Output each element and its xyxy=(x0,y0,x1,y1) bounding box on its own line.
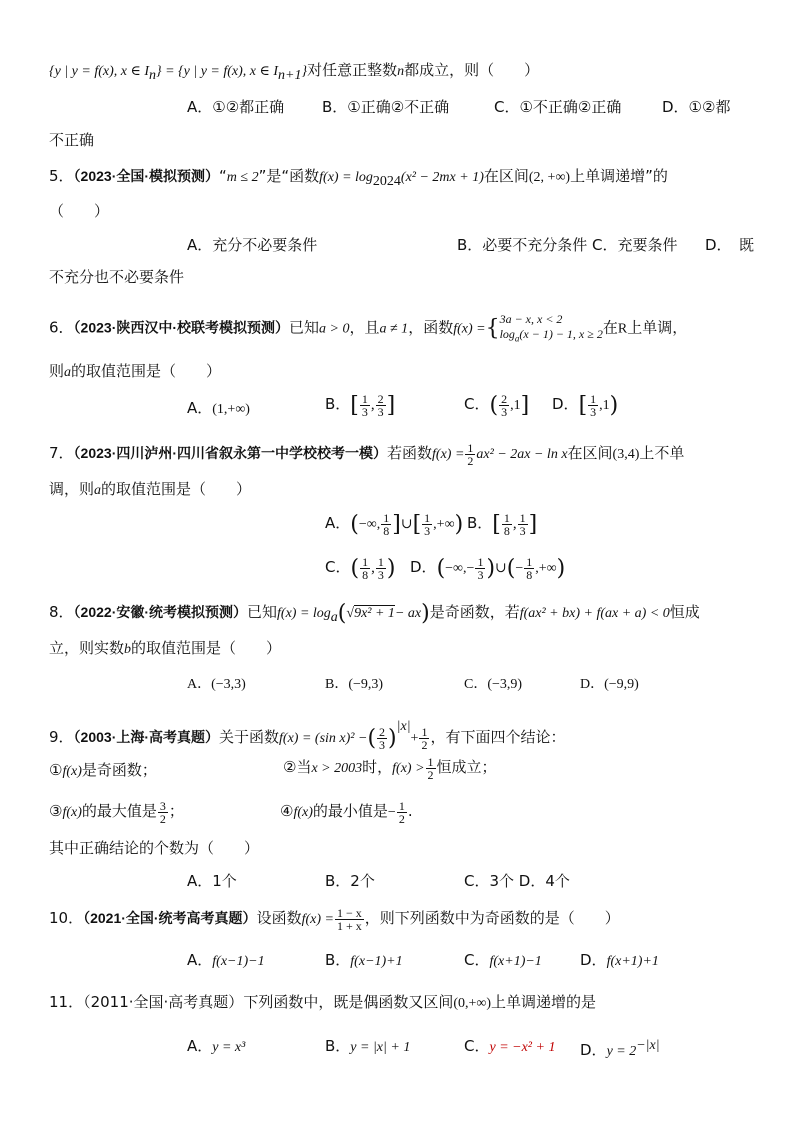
q11-source: （2011·全国·高考真题） xyxy=(83,993,244,1011)
q6-source: （2023·陕西汉中·校联考模拟预测） xyxy=(73,319,290,336)
q7-option-b[interactable]: B．[ $\frac{1}{8}$ , $\frac{1}{3}$ ] xyxy=(467,511,538,538)
q8-option-d[interactable]: D．(−9,9) xyxy=(580,677,639,692)
q11-option-b[interactable]: B．y = |x| + 1 xyxy=(325,1037,411,1055)
q9-option-b[interactable]: B．2个 xyxy=(325,872,375,890)
q6-stem: 6．（2023·陕西汉中·校联考模拟预测）已知a > 0，且a ≠ 1，函数f(x) ={ 3a − x, x < 2 $\log_a(x - 1) - 1$, x ≥ 2 在R上单调， xyxy=(49,312,687,346)
q5-stem: 5．（2023·全国·模拟预测）“m ≤ 2”是“函数$f(x) = \log_{2024}(x^2 - 2mx + 1)$在区间(2, +∞)上单调递增”的 xyxy=(49,167,668,189)
q10-option-d[interactable]: D．f(x+1)+1 xyxy=(580,951,659,969)
q7-stem: 7．（2023·四川泸州·四川省叙永第一中学校校考一模）若函数f(x) = $\frac{1}{2}$ ax² − 2ax − ln x在区间(3,4)上不单 xyxy=(49,441,685,468)
q10-stem: 10．（2021·全国·统考高考真题）设函数f(x) = $\frac{1 - x}{1 + x}$ ，则下列函数中为奇函数的是（ ） xyxy=(49,906,620,933)
q4-option-c[interactable]: C．①不正确②正确 xyxy=(494,98,622,116)
q4-stem-line: {y | y = f(x), x ∈ $I_n\} = \{y$ | y = f(x), x ∈ $I_{n+1}$}对任意正整数n都成立，则（ ） xyxy=(49,61,540,83)
q10-option-b[interactable]: B．f(x−1)+1 xyxy=(325,951,403,969)
q5-option-a[interactable]: A．充分不必要条件 xyxy=(187,236,318,254)
q8-stem-line2: 立，则实数b的取值范围是（ ） xyxy=(49,639,282,657)
q8-option-b[interactable]: B．(−9,3) xyxy=(325,677,384,692)
q5-answer-paren: （ ） xyxy=(49,202,110,220)
q4-set-left: {y | y = f(x), x ∈ I xyxy=(49,64,149,79)
q11-option-a[interactable]: A．y = x³ xyxy=(187,1037,246,1055)
q7-option-c[interactable]: C．( $\frac{1}{8}$ , $\frac{1}{3}$ ) xyxy=(325,555,396,582)
q9-source: （2003·上海·高考真题） xyxy=(73,729,220,745)
q11-stem: 11．（2011·全国·高考真题）下列函数中，既是偶函数又区间(0,+∞)上单调递增的是 xyxy=(49,993,597,1011)
q7-option-a[interactable]: A．(−∞, $\frac{1}{8}$ ]∪[ $\frac{1}{3}$ ,+∞) xyxy=(325,511,464,538)
q11-option-c[interactable]: C．y = −x² + 1 xyxy=(464,1037,556,1055)
q4-set-right: } = {y | y = f(x), x ∈ I xyxy=(156,64,279,79)
q6-option-a[interactable]: A．(1,+∞) xyxy=(187,399,250,417)
q11-option-d[interactable]: D．$y = 2^{-|x|}$ xyxy=(580,1038,660,1059)
q9-conclusion-4: ④f(x)的最小值是− $\frac{1}{2}$ . xyxy=(280,799,413,826)
q8-option-a[interactable]: A．(−3,3) xyxy=(187,677,246,692)
q9-option-a[interactable]: A．1个 xyxy=(187,872,237,890)
q9-conclusion-1: ①f(x)是奇函数； xyxy=(49,761,157,779)
q10-source: （2021·全国·统考高考真题） xyxy=(83,909,257,926)
q4-option-b[interactable]: B．①正确②不正确 xyxy=(322,98,450,116)
q9-option-cd[interactable]: C．3个 D．4个 xyxy=(464,872,570,890)
q9-question: 其中正确结论的个数为（ ） xyxy=(49,839,260,857)
q11-option-c-expr: y = −x² + 1 xyxy=(489,1040,556,1055)
q6-piecewise: 3a − x, x < 2 $\log_a(x - 1) - 1$, x ≥ 2 xyxy=(499,312,603,344)
q9-conclusion-2: ②当x > 2003时，f(x) > $\frac{1}{2}$ 恒成立； xyxy=(283,755,497,782)
q4-option-a[interactable]: A．①②都正确 xyxy=(187,98,285,116)
q7-option-d[interactable]: D．(−∞,− $\frac{1}{3}$ )∪(− $\frac{1}{8}$ ,+∞) xyxy=(410,555,566,582)
q5-source: （2023·全国·模拟预测） xyxy=(73,168,220,184)
q6-option-b[interactable]: B．[ $\frac{1}{3}$ , $\frac{2}{3}$ ] xyxy=(325,392,396,419)
q10-option-c[interactable]: C．f(x+1)−1 xyxy=(464,951,542,969)
q6-brace: { xyxy=(485,316,500,342)
q8-option-c[interactable]: C．(−3,9) xyxy=(464,677,523,692)
q5-option-bc[interactable]: B．必要不充分条件 C．充要条件 xyxy=(457,236,678,254)
q7-stem-line2: 调，则a的取值范围是（ ） xyxy=(49,480,252,498)
q4-option-d-cont: 不正确 xyxy=(49,131,95,149)
q4-option-d[interactable]: D．①②都 xyxy=(662,98,731,116)
q6-option-d[interactable]: D．[ $\frac{1}{3}$ ,1) xyxy=(552,392,619,419)
q8-stem: 8．（2022·安徽·统考模拟预测）已知$f(x) = \log_a(√9x^2 + 1- ax)$是奇函数，若f(ax² + bx) + f(ax + a) < 0恒成 xyxy=(49,600,700,626)
q9-stem: 9．（2003·上海·高考真题）关于函数f(x) = (sin x)² −( $\frac{2}{3}$ )$^{|x|}$+ $\frac{1}{2}$ ，有下面四个结论： xyxy=(49,719,566,753)
q5-option-d-cont: 不充分也不必要条件 xyxy=(49,268,185,286)
q9-conclusion-3: ③f(x)的最大值是 $\frac{3}{2}$ ； xyxy=(49,799,184,826)
q7-source: （2023·四川泸州·四川省叙永第一中学校校考一模） xyxy=(73,444,388,461)
q10-option-a[interactable]: A．f(x−1)−1 xyxy=(187,951,265,969)
q6-stem-line2: 则a的取值范围是（ ） xyxy=(49,362,222,380)
q5-option-d[interactable]: D． 既 xyxy=(705,236,755,254)
sqrt-icon: √ xyxy=(346,606,355,621)
q6-option-c[interactable]: C．( $\frac{2}{3}$ ,1] xyxy=(464,392,530,419)
q8-source: （2022·安徽·统考模拟预测） xyxy=(73,604,248,620)
